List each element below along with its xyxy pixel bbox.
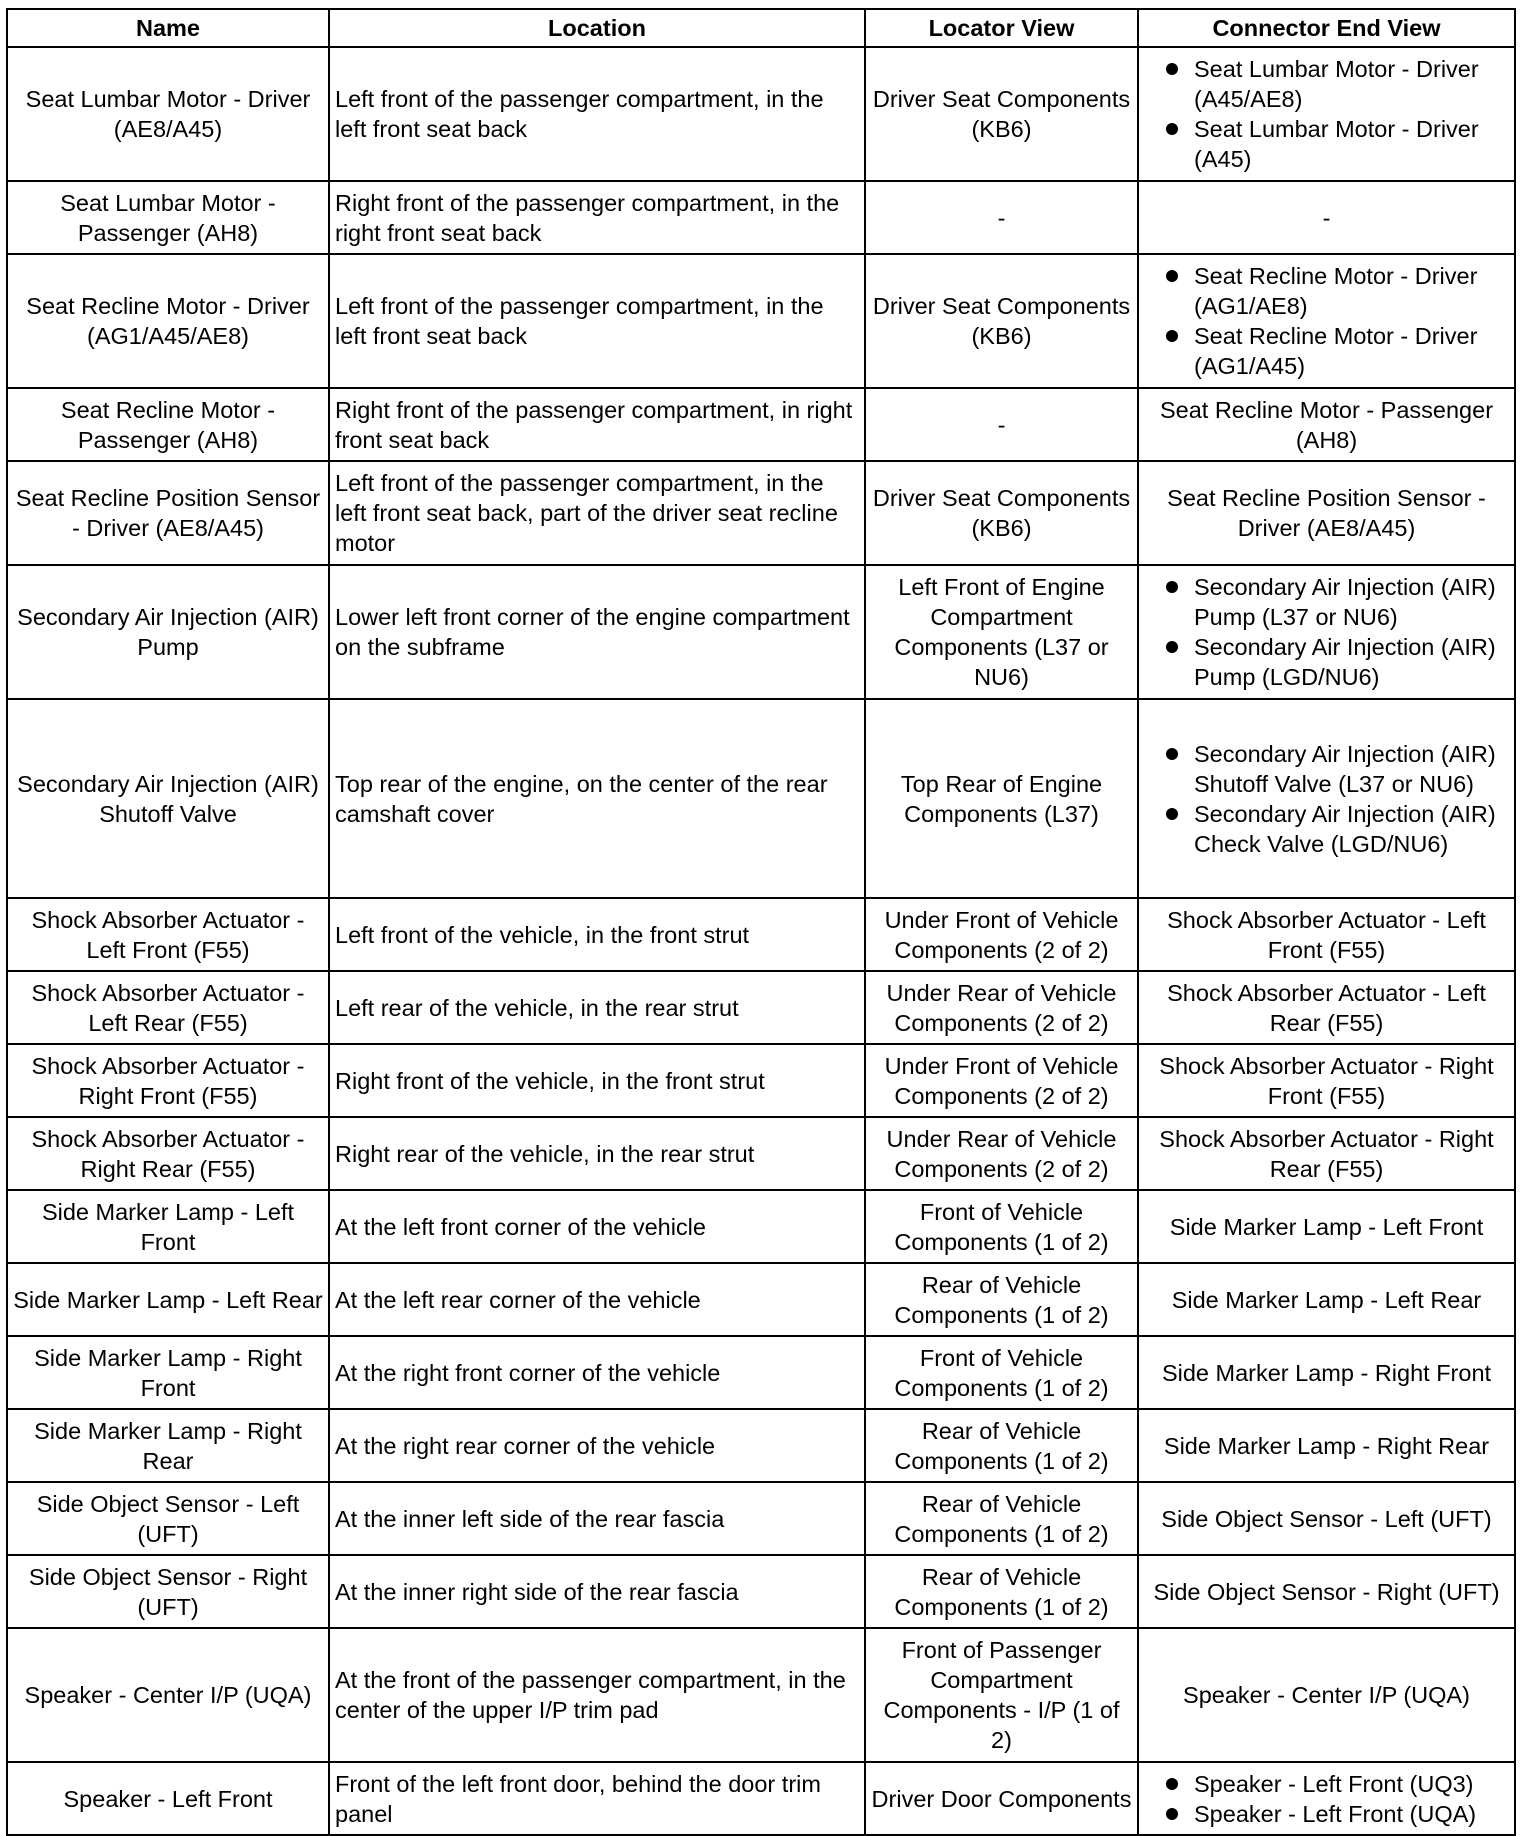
cell-locator-view: Driver Door Components [865, 1762, 1138, 1835]
cell-connector-end-view: Shock Absorber Actuator - Right Rear (F55) [1138, 1117, 1515, 1190]
cell-connector-end-view: Side Object Sensor - Right (UFT) [1138, 1555, 1515, 1628]
table-row [7, 1409, 1515, 1482]
bullet-icon [1166, 63, 1178, 75]
connector-list [1144, 1769, 1509, 1829]
cell-location: Left front of the passenger compartment, in the left front seat back [329, 47, 865, 181]
connector-list [1144, 54, 1509, 174]
cell-location: At the left front corner of the vehicle [329, 1190, 865, 1263]
cell-locator-view: Under Rear of Vehicle Components (2 of 2) [865, 971, 1138, 1044]
bullet-icon [1166, 748, 1178, 760]
cell-name: Shock Absorber Actuator - Right Rear (F55) [7, 1117, 329, 1190]
table-row [7, 1263, 1515, 1336]
bullet-icon [1166, 581, 1178, 593]
cell-name: Side Marker Lamp - Right Front [7, 1336, 329, 1409]
cell-location: At the left rear corner of the vehicle [329, 1263, 865, 1336]
cell-connector-end-view: Shock Absorber Actuator - Left Rear (F55) [1138, 971, 1515, 1044]
table-row [7, 699, 1515, 898]
cell-locator-view: Driver Seat Components (KB6) [865, 47, 1138, 181]
bullet-icon [1166, 123, 1178, 135]
bullet-icon [1166, 1808, 1178, 1820]
table-row [7, 461, 1515, 565]
cell-location: Right front of the passenger compartment, in the right front seat back [329, 181, 865, 254]
table-row [7, 1190, 1515, 1263]
component-locator-table [6, 8, 1516, 1836]
cell-name: Seat Recline Position Sensor - Driver (AE8/A45) [7, 461, 329, 565]
cell-locator-view: Under Rear of Vehicle Components (2 of 2) [865, 1117, 1138, 1190]
cell-name: Shock Absorber Actuator - Left Front (F55) [7, 898, 329, 971]
table-row [7, 971, 1515, 1044]
table-row [7, 1044, 1515, 1117]
table-body [7, 47, 1515, 1835]
table-row [7, 181, 1515, 254]
cell-connector-end-view: Shock Absorber Actuator - Left Front (F55) [1138, 898, 1515, 971]
list-item [1144, 799, 1509, 859]
cell-location: At the front of the passenger compartment, in the center of the upper I/P trim pad [329, 1628, 865, 1762]
cell-connector-end-view [1138, 47, 1515, 181]
cell-locator-view: Front of Passenger Compartment Components - I/P (1 of 2) [865, 1628, 1138, 1762]
cell-connector-end-view: Seat Recline Motor - Passenger (AH8) [1138, 388, 1515, 461]
connector-item-text: Seat Lumbar Motor - Driver (A45/AE8) [1194, 56, 1479, 112]
list-item [1144, 1769, 1509, 1799]
cell-location: At the inner right side of the rear fascia [329, 1555, 865, 1628]
header-connector-end-view: Connector End View [1138, 9, 1515, 47]
cell-location: Top rear of the engine, on the center of the rear camshaft cover [329, 699, 865, 898]
cell-name: Speaker - Center I/P (UQA) [7, 1628, 329, 1762]
table-row [7, 388, 1515, 461]
list-item [1144, 1799, 1509, 1829]
header-row [7, 9, 1515, 47]
list-item [1144, 572, 1509, 632]
cell-location: At the inner left side of the rear fascia [329, 1482, 865, 1555]
cell-location: At the right rear corner of the vehicle [329, 1409, 865, 1482]
cell-locator-view: Rear of Vehicle Components (1 of 2) [865, 1409, 1138, 1482]
cell-locator-view: - [865, 388, 1138, 461]
cell-location: Front of the left front door, behind the door trim panel [329, 1762, 865, 1835]
cell-connector-end-view [1138, 565, 1515, 699]
cell-name: Speaker - Left Front [7, 1762, 329, 1835]
header-name: Name [7, 9, 329, 47]
cell-locator-view: Under Front of Vehicle Components (2 of 2) [865, 898, 1138, 971]
header-locator-view: Locator View [865, 9, 1138, 47]
table-row [7, 1628, 1515, 1762]
cell-connector-end-view [1138, 1762, 1515, 1835]
cell-connector-end-view: Seat Recline Position Sensor - Driver (AE8/A45) [1138, 461, 1515, 565]
cell-locator-view: Under Front of Vehicle Components (2 of 2) [865, 1044, 1138, 1117]
cell-locator-view: Rear of Vehicle Components (1 of 2) [865, 1263, 1138, 1336]
cell-connector-end-view: Side Marker Lamp - Left Front [1138, 1190, 1515, 1263]
bullet-icon [1166, 270, 1178, 282]
cell-name: Secondary Air Injection (AIR) Pump [7, 565, 329, 699]
cell-connector-end-view: Side Marker Lamp - Left Rear [1138, 1263, 1515, 1336]
table-row [7, 1336, 1515, 1409]
bullet-icon [1166, 330, 1178, 342]
cell-name: Side Marker Lamp - Left Rear [7, 1263, 329, 1336]
cell-name: Side Marker Lamp - Right Rear [7, 1409, 329, 1482]
cell-locator-view: Rear of Vehicle Components (1 of 2) [865, 1555, 1138, 1628]
connector-item-text: Speaker - Left Front (UQA) [1194, 1800, 1477, 1827]
cell-location: Left front of the vehicle, in the front strut [329, 898, 865, 971]
connector-list [1144, 572, 1509, 692]
cell-connector-end-view [1138, 699, 1515, 898]
table-row [7, 1117, 1515, 1190]
cell-name: Side Marker Lamp - Left Front [7, 1190, 329, 1263]
list-item [1144, 632, 1509, 692]
table-row [7, 1762, 1515, 1835]
connector-item-text: Seat Recline Motor - Driver (AG1/A45) [1194, 323, 1478, 379]
cell-locator-view: Rear of Vehicle Components (1 of 2) [865, 1482, 1138, 1555]
table-row [7, 898, 1515, 971]
cell-connector-end-view: Shock Absorber Actuator - Right Front (F55) [1138, 1044, 1515, 1117]
cell-name: Shock Absorber Actuator - Left Rear (F55) [7, 971, 329, 1044]
cell-name: Seat Lumbar Motor - Passenger (AH8) [7, 181, 329, 254]
connector-item-text: Secondary Air Injection (AIR) Check Valve (LGD/NU6) [1194, 800, 1496, 857]
cell-name: Seat Recline Motor - Driver (AG1/A45/AE8) [7, 254, 329, 388]
cell-location: Left front of the passenger compartment, in the left front seat back [329, 254, 865, 388]
cell-name: Secondary Air Injection (AIR) Shutoff Valve [7, 699, 329, 898]
cell-locator-view: Left Front of Engine Compartment Components (L37 or NU6) [865, 565, 1138, 699]
cell-locator-view: Driver Seat Components (KB6) [865, 461, 1138, 565]
connector-item-text: Secondary Air Injection (AIR) Shutoff Valve (L37 or NU6) [1194, 740, 1496, 797]
cell-locator-view: Front of Vehicle Components (1 of 2) [865, 1336, 1138, 1409]
list-item [1144, 114, 1509, 174]
table-row [7, 565, 1515, 699]
bullet-icon [1166, 808, 1178, 820]
list-item [1144, 321, 1509, 381]
connector-item-text: Secondary Air Injection (AIR) Pump (LGD/NU6) [1194, 634, 1496, 690]
cell-locator-view: Front of Vehicle Components (1 of 2) [865, 1190, 1138, 1263]
table-row [7, 1482, 1515, 1555]
connector-item-text: Seat Lumbar Motor - Driver (A45) [1194, 116, 1479, 172]
connector-list [1144, 261, 1509, 381]
table-row [7, 1555, 1515, 1628]
connector-item-text: Seat Recline Motor - Driver (AG1/AE8) [1194, 263, 1478, 319]
bullet-icon [1166, 641, 1178, 653]
cell-location: Right rear of the vehicle, in the rear strut [329, 1117, 865, 1190]
cell-location: Lower left front corner of the engine compartment on the subframe [329, 565, 865, 699]
connector-list [1144, 739, 1509, 859]
table-row [7, 47, 1515, 181]
cell-location: Right front of the vehicle, in the front strut [329, 1044, 865, 1117]
header-location: Location [329, 9, 865, 47]
cell-name: Shock Absorber Actuator - Right Front (F55) [7, 1044, 329, 1117]
cell-locator-view: - [865, 181, 1138, 254]
list-item [1144, 261, 1509, 321]
cell-name: Seat Recline Motor - Passenger (AH8) [7, 388, 329, 461]
cell-location: At the right front corner of the vehicle [329, 1336, 865, 1409]
bullet-icon [1166, 1778, 1178, 1790]
cell-name: Side Object Sensor - Right (UFT) [7, 1555, 329, 1628]
cell-connector-end-view: Side Marker Lamp - Right Front [1138, 1336, 1515, 1409]
cell-locator-view: Driver Seat Components (KB6) [865, 254, 1138, 388]
cell-name: Seat Lumbar Motor - Driver (AE8/A45) [7, 47, 329, 181]
list-item [1144, 739, 1509, 799]
cell-location: Right front of the passenger compartment, in right front seat back [329, 388, 865, 461]
table-row [7, 254, 1515, 388]
connector-item-text: Speaker - Left Front (UQ3) [1194, 1770, 1474, 1797]
cell-locator-view: Top Rear of Engine Components (L37) [865, 699, 1138, 898]
cell-name: Side Object Sensor - Left (UFT) [7, 1482, 329, 1555]
connector-item-text: Secondary Air Injection (AIR) Pump (L37 or NU6) [1194, 574, 1496, 630]
cell-connector-end-view: - [1138, 181, 1515, 254]
cell-connector-end-view: Side Object Sensor - Left (UFT) [1138, 1482, 1515, 1555]
cell-location: Left front of the passenger compartment, in the left front seat back, part of the driver seat recline motor [329, 461, 865, 565]
cell-location: Left rear of the vehicle, in the rear strut [329, 971, 865, 1044]
cell-connector-end-view [1138, 254, 1515, 388]
cell-connector-end-view: Side Marker Lamp - Right Rear [1138, 1409, 1515, 1482]
list-item [1144, 54, 1509, 114]
cell-connector-end-view: Speaker - Center I/P (UQA) [1138, 1628, 1515, 1762]
